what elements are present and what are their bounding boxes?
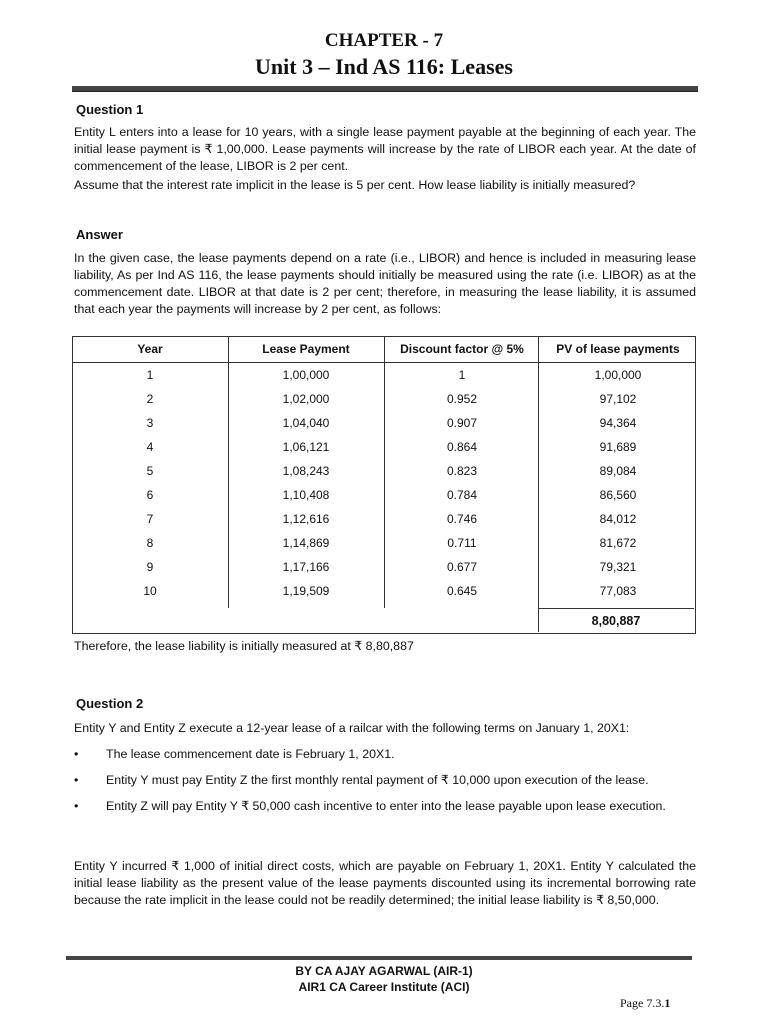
cell-year: 7 [146, 512, 154, 526]
bullet-icon: • [74, 799, 79, 813]
cell-discount-factor: 0.746 [446, 512, 478, 526]
bullet-icon: • [74, 773, 79, 787]
answer-heading: Answer [76, 227, 123, 242]
answer-text: In the given case, the lease payments depend on a rate (i.e., LIBOR) and hence is included in measuring lease liability, As per Ind AS 116, the lease payments should initially be measured using the rate (i.e. LIBOR) as at the commencement date. LIBOR at that date is 2 per cent; therefore, in measuring the lease liability, it is assumed that each year the payments will increase by 2 per cent, as follows: [74, 251, 696, 316]
cell-discount-factor: 0.907 [446, 416, 478, 430]
cell-discount-factor: 0.677 [446, 560, 478, 574]
cell-pv: 89,084 [599, 464, 637, 478]
col-pv: PV of lease payments [540, 336, 696, 363]
term-text: Entity Z will pay Entity Y ₹ 50,000 cash incentive to enter into the lease payable upon lease execution. [106, 799, 666, 813]
cell-discount-factor: 0.864 [446, 440, 478, 454]
cell-lease-payment: 1,06,121 [282, 440, 330, 454]
cell-discount-factor: 0.823 [446, 464, 478, 478]
conclusion-text: Therefore, the lease liability is initially measured at ₹ 8,80,887 [74, 639, 414, 653]
cell-year: 2 [146, 392, 154, 406]
page-num: 1 [664, 996, 671, 1010]
page-prefix: Page 7.3. [620, 996, 665, 1010]
footer-institute: AIR1 CA Career Institute (ACI) [298, 980, 470, 994]
question-1-body [74, 124, 696, 194]
question-2-heading: Question 2 [76, 696, 144, 711]
list-item [74, 798, 696, 815]
question-1-heading: Question 1 [76, 102, 144, 117]
cell-lease-payment: 1,19,509 [282, 584, 330, 598]
cell-pv: 1,00,000 [594, 368, 642, 382]
cell-lease-payment: 1,10,408 [282, 488, 330, 502]
question-1-ask: Assume that the interest rate implicit in the lease is 5 per cent. How lease liability is initially measured? [74, 178, 636, 192]
header-rule [72, 86, 698, 92]
cell-lease-payment: 1,14,869 [282, 536, 330, 550]
cell-discount-factor: 0.711 [447, 536, 477, 550]
col-discount-factor: Discount factor @ 5% [384, 336, 540, 363]
cell-year: 5 [146, 464, 154, 478]
term-text: The lease commencement date is February 1, 20X1. [106, 747, 395, 761]
cell-discount-factor: 0.645 [446, 584, 478, 598]
table-divider [228, 336, 229, 608]
cell-pv: 94,364 [599, 416, 637, 430]
cell-year: 8 [146, 536, 154, 550]
question-2-terms [74, 746, 696, 824]
cell-lease-payment: 1,08,243 [282, 464, 330, 478]
cell-year: 6 [146, 488, 154, 502]
cell-lease-payment: 1,00,000 [282, 368, 330, 382]
bullet-icon: • [74, 747, 79, 761]
cell-pv: 81,672 [599, 536, 637, 550]
pv-total: 8,80,887 [538, 608, 694, 633]
footer-author: BY CA AJAY AGARWAL (AIR-1) [295, 964, 473, 978]
cell-lease-payment: 1,17,166 [282, 560, 330, 574]
table-divider [384, 336, 385, 608]
chapter-title: CHAPTER - 7 [324, 30, 444, 51]
col-year: Year [72, 336, 228, 363]
cell-discount-factor: 0.952 [446, 392, 478, 406]
term-text: Entity Y must pay Entity Z the first monthly rental payment of ₹ 10,000 upon execution of the lease. [106, 773, 649, 787]
cell-lease-payment: 1,04,040 [282, 416, 330, 430]
question-2-intro: Entity Y and Entity Z execute a 12-year lease of a railcar with the following terms on January 1, 20X1: [74, 721, 630, 735]
cell-pv: 97,102 [599, 392, 637, 406]
list-item [74, 772, 696, 789]
cell-discount-factor: 0.784 [446, 488, 478, 502]
cell-lease-payment: 1,02,000 [282, 392, 330, 406]
question-1-text: Entity L enters into a lease for 10 years, with a single lease payment payable at the beginning of each year. The initial lease payment is ₹ 1,00,000. Lease payments will increase by the rate of LIBOR each year. At the date of commencement of the lease, LIBOR is 2 per cent. [74, 125, 696, 173]
cell-pv: 91,689 [599, 440, 637, 454]
cell-pv: 86,560 [599, 488, 637, 502]
question-2-closing: Entity Y incurred ₹ 1,000 of initial direct costs, which are payable on February 1, 20X1. Entity Y calculated the initial lease liability as the present value of the lease payments discounted using its incremental borrowing rate because the rate implicit in the lease could not be readily determined; the initial lease liability is ₹ 8,50,000. [74, 859, 696, 907]
cell-lease-payment: 1,12,616 [282, 512, 330, 526]
cell-year: 10 [143, 584, 157, 598]
list-item [74, 746, 696, 763]
cell-year: 1 [146, 368, 154, 382]
cell-year: 9 [146, 560, 154, 574]
cell-year: 3 [146, 416, 154, 430]
cell-pv: 84,012 [599, 512, 637, 526]
col-lease-payment: Lease Payment [228, 336, 384, 363]
unit-title: Unit 3 – Ind AS 116: Leases [255, 54, 513, 79]
cell-pv: 79,321 [599, 560, 637, 574]
cell-pv: 77,083 [599, 584, 637, 598]
page-number [620, 996, 670, 1011]
table-divider [538, 336, 539, 632]
footer-rule [66, 956, 692, 960]
cell-year: 4 [146, 440, 154, 454]
cell-discount-factor: 1 [458, 368, 466, 382]
